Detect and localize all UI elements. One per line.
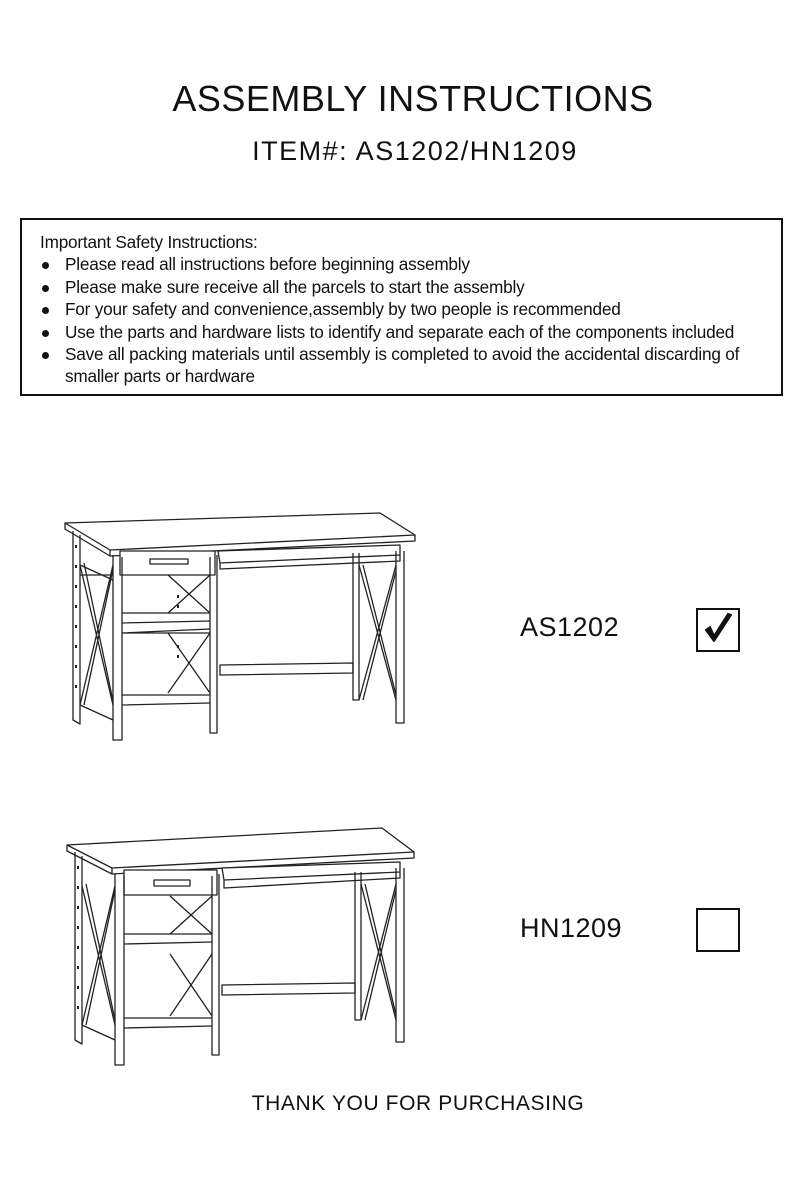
safety-heading: Important Safety Instructions: (40, 232, 258, 252)
document-title: ASSEMBLY INSTRUCTIONS (172, 78, 654, 119)
safety-item: Use the parts and hardware lists to identify and separate each of the components included (40, 321, 763, 343)
safety-item: Save all packing materials until assembly is completed to avoid the accidental discarding of smaller parts or hardware (40, 343, 763, 388)
thank-you-footer: THANK YOU FOR PURCHASING (251, 1092, 585, 1115)
safety-item: Please make sure receive all the parcels to start the assembly (40, 276, 763, 298)
safety-list (40, 253, 763, 387)
model-checkbox-as1202[interactable] (696, 608, 740, 652)
model-checkbox-hn1209[interactable] (696, 908, 740, 952)
model-label-as1202: AS1202 (520, 612, 620, 642)
checkmark-icon (698, 610, 738, 650)
model-label-hn1209: HN1209 (520, 913, 623, 943)
safety-instructions-box (20, 218, 783, 396)
safety-item: Please read all instructions before beginning assembly (40, 253, 763, 275)
safety-item: For your safety and convenience,assembly by two people is recommended (40, 298, 763, 320)
desk-illustration-as1202 (60, 505, 420, 750)
item-number: ITEM#: AS1202/HN1209 (252, 136, 578, 166)
desk-illustration-hn1209 (62, 820, 422, 1070)
